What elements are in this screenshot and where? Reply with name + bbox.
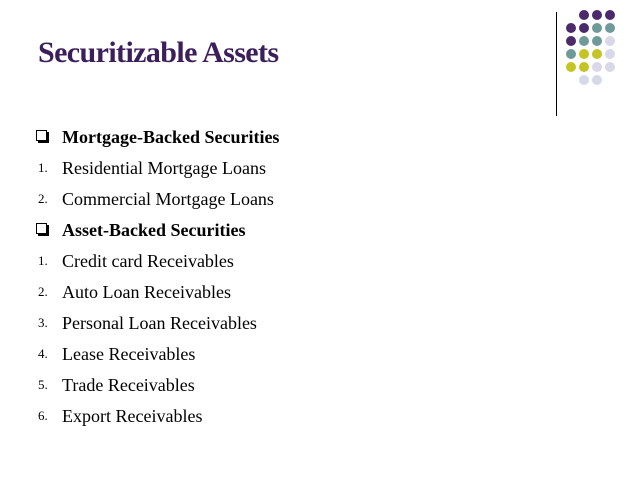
list-item-number: 1.	[38, 253, 48, 268]
list-item-label: Mortgage-Backed Securities	[62, 127, 280, 147]
list-item-label: Credit card Receivables	[62, 251, 234, 271]
list-item-label: Residential Mortgage Loans	[62, 158, 266, 178]
decorative-dot	[605, 62, 615, 72]
square-bullet-icon	[36, 223, 50, 237]
decorative-dot	[592, 75, 602, 85]
list-item-number: 1.	[38, 160, 48, 175]
decorative-dot	[579, 36, 589, 46]
list-item	[0, 401, 600, 431]
list-item	[0, 339, 600, 369]
list-item	[0, 246, 600, 276]
decorative-dot	[592, 23, 602, 33]
decorative-dot	[579, 49, 589, 59]
decorative-dot	[566, 62, 576, 72]
list-item	[0, 308, 600, 338]
list-item	[0, 122, 600, 152]
list-item-label: Commercial Mortgage Loans	[62, 189, 274, 209]
list-item-number: 3.	[38, 315, 48, 330]
list-item-label: Asset-Backed Securities	[62, 220, 246, 240]
decorative-dot	[579, 62, 589, 72]
list-item	[0, 277, 600, 307]
decorative-dot	[605, 23, 615, 33]
decorative-dot	[579, 23, 589, 33]
list-item-label: Trade Receivables	[62, 375, 195, 395]
decorative-dot	[605, 49, 615, 59]
list-item-number: 6.	[38, 408, 48, 423]
list-item-label: Personal Loan Receivables	[62, 313, 257, 333]
list-item-number: 4.	[38, 346, 48, 361]
decorative-divider	[556, 12, 557, 116]
list-item	[0, 215, 600, 245]
list-item-label: Lease Receivables	[62, 344, 196, 364]
list-item	[0, 184, 600, 214]
list-item-number: 2.	[38, 284, 48, 299]
decorative-dot	[592, 62, 602, 72]
decorative-dot	[605, 10, 615, 20]
dot-grid-icon	[566, 10, 638, 92]
slide-title: Securitizable Assets	[38, 36, 279, 69]
decorative-dot	[566, 23, 576, 33]
decorative-dot	[592, 36, 602, 46]
square-bullet-icon	[36, 130, 50, 144]
decorative-dot	[579, 10, 589, 20]
decorative-dot	[579, 75, 589, 85]
decorative-dot	[605, 36, 615, 46]
decorative-dot	[566, 49, 576, 59]
decorative-dot	[566, 36, 576, 46]
list-item-label: Export Receivables	[62, 406, 203, 426]
decorative-dot	[592, 10, 602, 20]
list-item-label: Auto Loan Receivables	[62, 282, 231, 302]
list-item-number: 2.	[38, 191, 48, 206]
list-item	[0, 153, 600, 183]
list-item	[0, 370, 600, 400]
list-item-number: 5.	[38, 377, 48, 392]
decorative-dot	[592, 49, 602, 59]
